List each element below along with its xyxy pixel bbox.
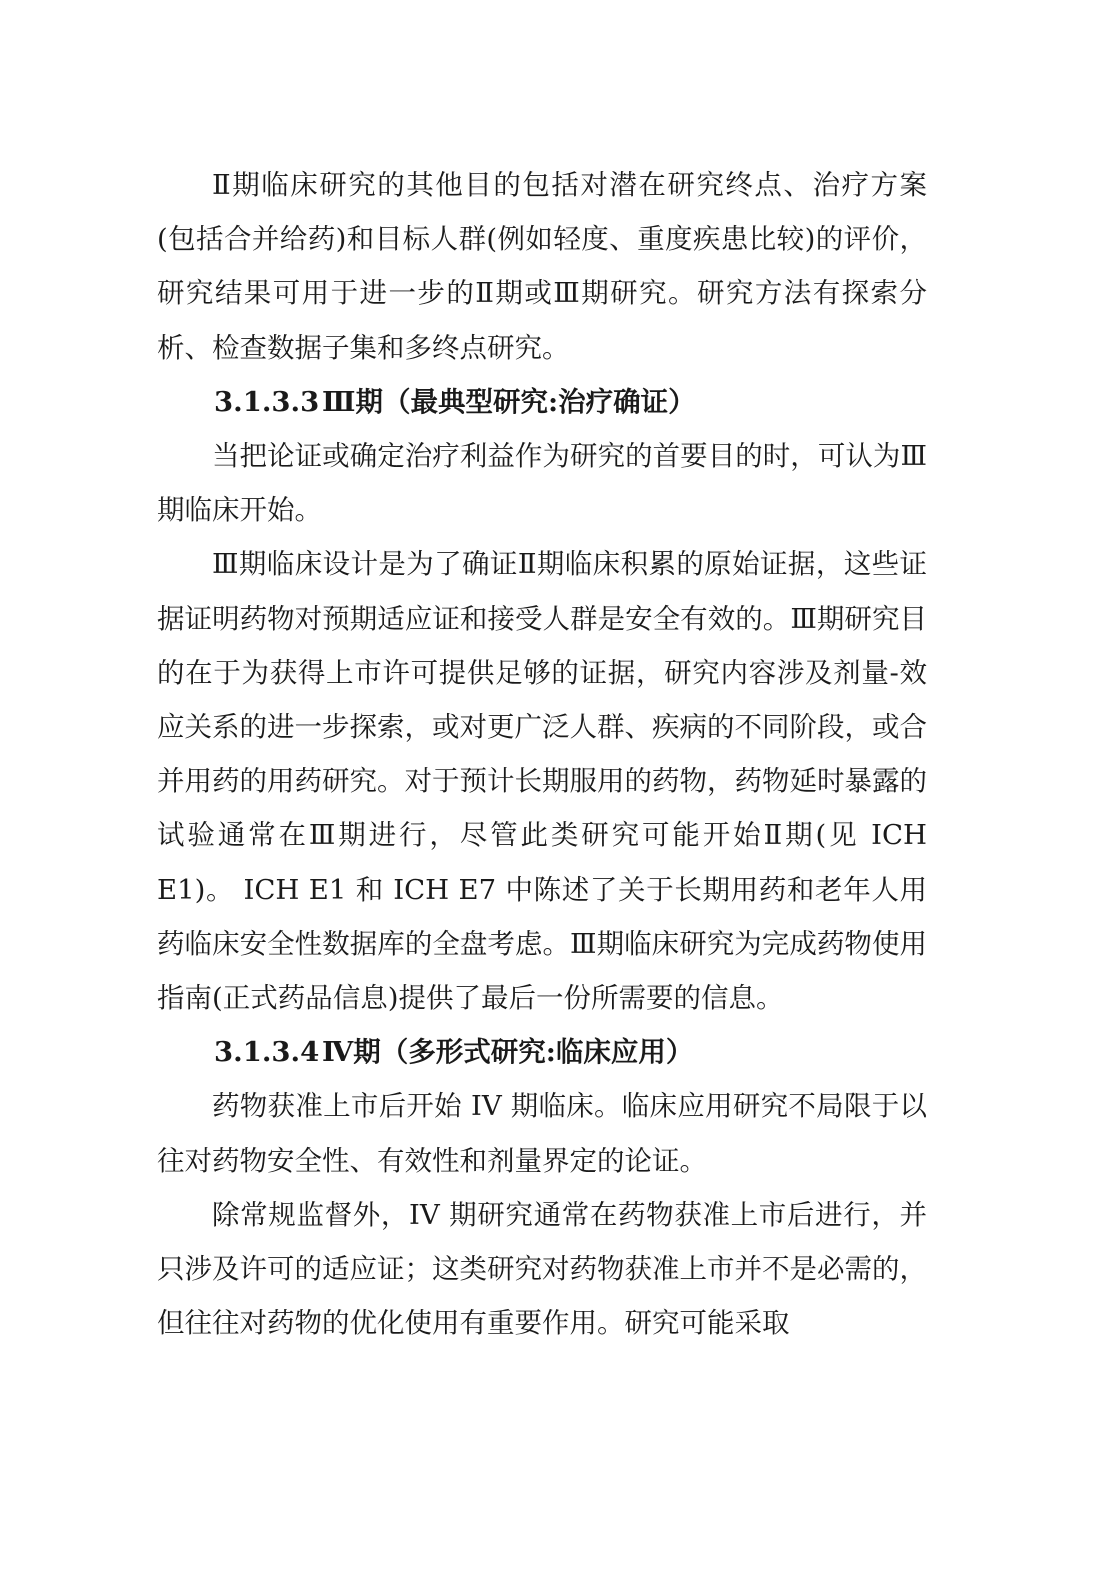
paragraph-phase3-start: 当把论证或确定治疗利益作为研究的首要目的时，可认为Ⅲ期临床开始。 (157, 440, 927, 527)
paragraph-phase3-design: Ⅲ期临床设计是为了确证Ⅱ期临床积累的原始证据，这些证据证明药物对预期适应证和接受人群是安全有效的。Ⅲ期研究目的在于为获得上市许可提供足够的证据，研究内容涉及剂量-效应关系的进一步探索，或对更广泛人群、疾病的不同阶段，或合并用药的用药研究。对于预计长期服用的药物，药物延时暴露的试验通常在Ⅲ期进行，尽管此类研究可能开始Ⅱ期(见 ICH E1)。 ICH E1 和 ICH E7 中陈述了关于长期用药和老年人用药临床安全性数据库的全盘考虑。Ⅲ期临床研究为完成药物使用指南(正式药品信息)提供了最后一份所需要的信息。 (157, 548, 927, 1015)
section-title: Ⅳ期（多形式研究:临床应用） (322, 1036, 694, 1069)
section-heading-3-1-3-4 (157, 1025, 927, 1079)
section-number: 3.1.3.4 (214, 1036, 320, 1069)
paragraph-phase4-start: 药物获准上市后开始 IV 期临床。临床应用研究不局限于以往对药物安全性、有效性和剂量界定的论证。 (157, 1090, 927, 1177)
section-number: 3.1.3.3 (214, 385, 320, 418)
paragraph-phase4-studies: 除常规监督外，IV 期研究通常在药物获准上市后进行，并只涉及许可的适应证；这类研究对药物获准上市并不是必需的，但往往对药物的优化使用有重要作用。研究可能采取 (157, 1198, 927, 1340)
section-title: Ⅲ期（最典型研究:治疗确证） (322, 385, 696, 418)
document-page (157, 158, 927, 1350)
section-heading-3-1-3-3 (157, 375, 927, 429)
paragraph-phase2-other-goals: Ⅱ期临床研究的其他目的包括对潜在研究终点、治疗方案(包括合并给药)和目标人群(例如轻度、重度疾患比较)的评价，研究结果可用于进一步的Ⅱ期或Ⅲ期研究。研究方法有探索分析、检查数据子集和多终点研究。 (157, 169, 927, 364)
